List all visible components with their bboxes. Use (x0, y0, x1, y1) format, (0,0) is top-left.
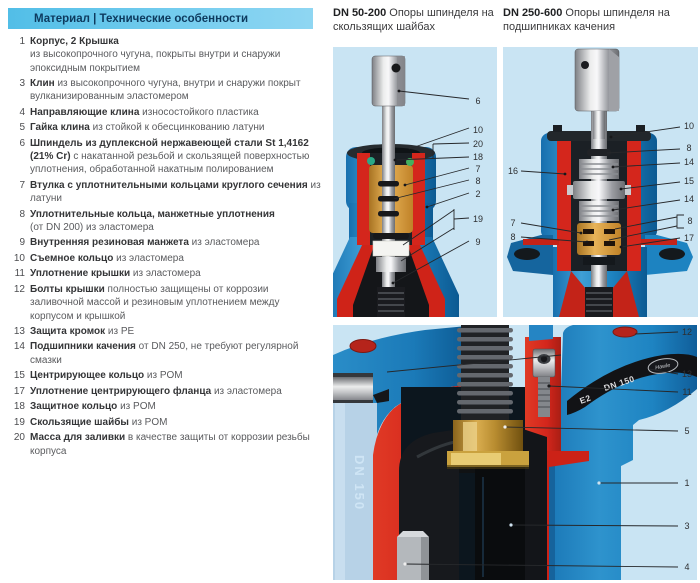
item-rest: из стойкой к обесцинкованию латуни (92, 122, 265, 134)
callout-numbers (473, 96, 483, 247)
item-number: 18 (13, 401, 25, 413)
panel-large-cutaway (333, 325, 697, 580)
item-number: 3 (19, 78, 25, 90)
item-rest: в качестве защиты от коррозии резьбы корпуса (30, 432, 310, 457)
list-item (8, 267, 325, 280)
item-bold: Уплотнительные кольца, манжетные уплотнения (30, 208, 275, 220)
item-rest: (от DN 200) из эластомера (30, 221, 154, 233)
item-rest: от DN 250, не требуют регулярной смазки (30, 341, 299, 366)
item-rest: с накатанной резьбой и скользящей поверхностью уплотнения, обработанной накатным полированием (30, 151, 310, 176)
item-bold: Корпус, 2 Крышка (30, 36, 119, 47)
list-item (8, 179, 325, 206)
item-rest: из эластомера (191, 237, 260, 249)
list-item (8, 431, 325, 458)
callout-number: 8 (687, 216, 693, 226)
hawle-logo-label: Hawle (654, 362, 671, 372)
list-item (8, 77, 325, 104)
title-text: Опоры шпинделя на подшипниках качения (503, 7, 670, 33)
callout-number: 12 (681, 327, 693, 337)
item-rest: из высокопрочного чугуна, внутри и снаружи покрыт вулканизированным эластомером (30, 78, 301, 103)
callout-number: 9 (475, 237, 481, 247)
callout-number: 13 (681, 369, 693, 379)
item-rest: из латуни (30, 179, 321, 205)
callout-number: 14 (683, 194, 695, 204)
item-number: 5 (19, 122, 25, 134)
item-number: 10 (13, 252, 25, 264)
band-label-dn: DN 150 (602, 373, 636, 393)
item-number: 20 (13, 432, 25, 444)
callout-number: 16 (507, 166, 519, 176)
threaded-spindle (457, 325, 513, 425)
clamp-band (333, 377, 373, 401)
item-number: 12 (13, 283, 25, 295)
item-number: 14 (13, 341, 25, 353)
materials-list (8, 35, 325, 460)
list-item (8, 106, 325, 119)
valve-body-cutaway-photo (333, 325, 697, 580)
callout-number: 18 (472, 152, 484, 162)
item-bold: Съемное кольцо (30, 252, 114, 264)
callout-number: 14 (683, 157, 695, 167)
item-bold: Внутренняя резиновая манжета (30, 237, 189, 249)
item-bold: Подшипники качения (30, 341, 136, 353)
item-rest: из POM (131, 416, 168, 428)
title-range: DN 250-600 (503, 7, 563, 19)
item-rest: из эластомера (132, 268, 201, 280)
list-item (8, 236, 325, 249)
list-item (8, 340, 325, 367)
item-rest: из POM (146, 370, 183, 382)
list-item (8, 325, 325, 338)
list-item (8, 369, 325, 382)
list-item (8, 137, 325, 177)
list-item (8, 121, 325, 134)
callout-number: 5 (684, 426, 690, 436)
item-rest: из PE (107, 326, 135, 337)
diagram-title-right (503, 6, 699, 34)
cast-dn-label: DN 150 (352, 455, 367, 512)
callout-number: 8 (510, 232, 516, 242)
item-rest: полностью защищены от коррозии заливочной массой и резиновым уплотнением между корпусом и крышкой (30, 283, 280, 322)
item-bold: Гайка клина (30, 122, 90, 134)
item-bold: Масса для заливки (30, 432, 126, 444)
list-item (8, 385, 325, 398)
item-rest: из высокопрочного чугуна, покрыты внутри и снаружи эпоксидным покрытием (30, 49, 281, 74)
item-number: 9 (19, 237, 25, 249)
callout-number: 7 (510, 218, 516, 228)
item-number: 7 (19, 179, 25, 191)
item-bold: Втулка с уплотнительными кольцами круглого сечения (30, 179, 308, 191)
item-rest: из эластомера (213, 385, 282, 397)
list-item (8, 416, 325, 429)
callout-number: 1 (684, 478, 690, 488)
item-bold: Уплотнение центрирующего фланца (30, 385, 212, 397)
item-number: 8 (19, 208, 25, 220)
item-number: 17 (13, 385, 25, 397)
item-bold: Направляющие клина (30, 106, 140, 118)
callout-number: 6 (475, 96, 481, 106)
item-rest: из POM (120, 401, 156, 413)
callout-number: 4 (684, 562, 690, 572)
callout-number: 17 (683, 233, 695, 243)
callout-number: 20 (472, 139, 484, 149)
item-number: 15 (13, 370, 25, 382)
item-number: 1 (19, 36, 25, 47)
title-range: DN 50-200 (333, 7, 387, 19)
section-title: Материал | Технические особенности (34, 12, 249, 25)
list-item (8, 35, 325, 75)
callout-number: 8 (686, 143, 692, 153)
callout-number: 7 (475, 164, 481, 174)
list-item (8, 208, 325, 235)
item-number: 13 (13, 326, 25, 337)
callout-number: 10 (472, 125, 484, 135)
item-bold: Уплотнение крышки (30, 268, 131, 280)
band-label-e2: E2 (578, 392, 593, 406)
clamp-edge (333, 373, 373, 377)
callout-number: 11 (682, 387, 692, 397)
item-bold: Шпиндель из дуплексной нержавеющей стали St 1,4162 (21% Cr) (30, 137, 309, 163)
item-bold: Центрирующее кольцо (30, 370, 145, 382)
callout-number: 15 (683, 176, 695, 186)
item-bold: Клин (30, 78, 55, 90)
item-bold: Защита кромок (30, 326, 106, 337)
item-number: 6 (19, 137, 25, 149)
valve-cutaway-dn50-200 (333, 47, 497, 317)
callout-number: 8 (475, 176, 481, 186)
item-number: 11 (14, 268, 25, 280)
panel-dn250-600 (503, 47, 698, 317)
callout-number: 2 (475, 189, 481, 199)
item-rest: износостойкого пластика (142, 106, 259, 118)
item-rest: из эластомера (116, 252, 184, 264)
callout-number: 10 (683, 121, 695, 131)
section-header (8, 8, 313, 29)
list-item (8, 400, 325, 413)
list-item (8, 252, 325, 265)
valve-cutaway-dn250-600 (503, 47, 698, 317)
callout-number: 3 (684, 521, 690, 531)
list-item (8, 283, 325, 323)
item-bold: Защитное кольцо (30, 401, 118, 413)
item-bold: Болты крышки (30, 283, 105, 295)
item-number: 4 (19, 106, 25, 118)
panel-dn50-200 (333, 47, 497, 317)
wedge-guide-rail (397, 531, 429, 580)
diagram-title-left (333, 6, 503, 34)
item-bold: Скользящие шайбы (30, 416, 129, 428)
title-text: Опоры шпинделя на скользящих шайбах (333, 7, 494, 33)
item-number: 19 (13, 416, 25, 428)
callout-number: 19 (472, 214, 484, 224)
